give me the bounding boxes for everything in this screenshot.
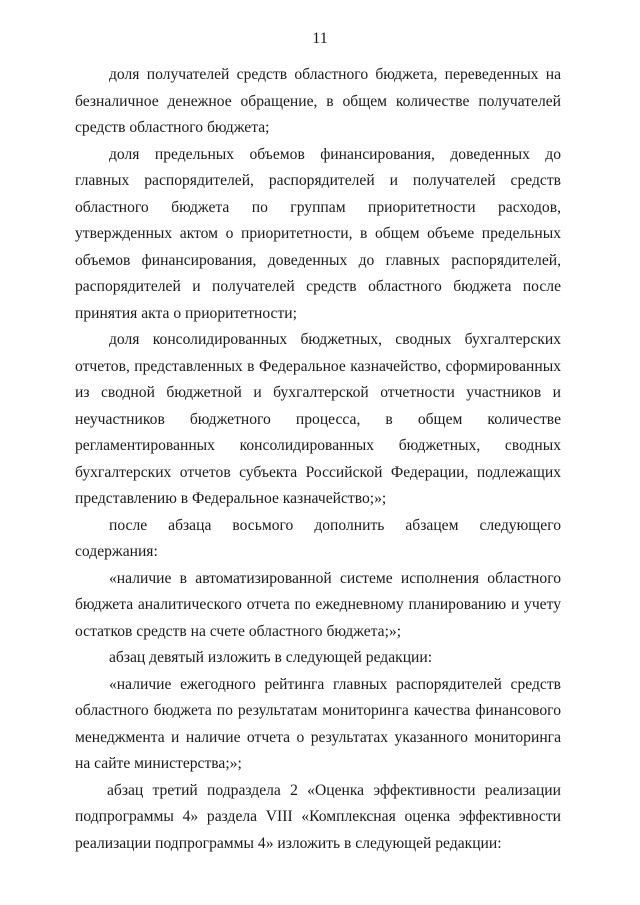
paragraph-7: «наличие ежегодного рейтинга главных распорядителей средств областного бюджета по результатам мониторинга качества финансового менеджмента и наличие отчета о результатах указанного мониторинга на сайте министерства;»; (75, 675, 561, 772)
paragraph-3: доля консолидированных бюджетных, сводных бухгалтерских отчетов, представленных в Федеральное казначейство, сформированных из сводной бюджетной и бухгалтерской отчетности участников и неучастников бюджетного процесса, в общем количестве регламентированных консолидированных бюджетных, сводных бухгалтерских отчетов субъекта Российской Федерации, подлежащих представлению в Федеральное казначейство;»; (75, 331, 561, 507)
paragraph-6: абзац девятый изложить в следующей редакции: (109, 649, 433, 666)
page-number: 11 (312, 30, 328, 47)
document-body (75, 62, 561, 857)
paragraph-1: доля получателей средств областного бюджета, переведенных на безналичное денежное обращение, в общем количестве получателей средств областного бюджета; (75, 66, 561, 136)
paragraph-2: доля предельных объемов финансирования, доведенных до главных распорядителей, распорядителей и получателей средств областного бюджета по группам приоритетности расходов, утвержденных актом о приоритетности, в общем объеме предельных объемов финансирования, доведенных до главных распорядителей, распорядителей и получателей средств областного бюджета после принятия акта о приоритетности; (75, 145, 561, 322)
paragraph-4: после абзаца восьмого дополнить абзацем следующего содержания: (75, 516, 561, 560)
paragraph-5: «наличие в автоматизированной системе исполнения областного бюджета аналитического отчета по ежедневному планированию и учету остатков средств на счете областного бюджета;»; (75, 569, 561, 640)
paragraph-8: абзац третий подраздела 2 «Оценка эффективности реализации подпрограммы 4» раздела VIII «Комплексная оценка эффективности реализации подпрограммы 4» изложить в следующей редакции: (75, 781, 561, 852)
